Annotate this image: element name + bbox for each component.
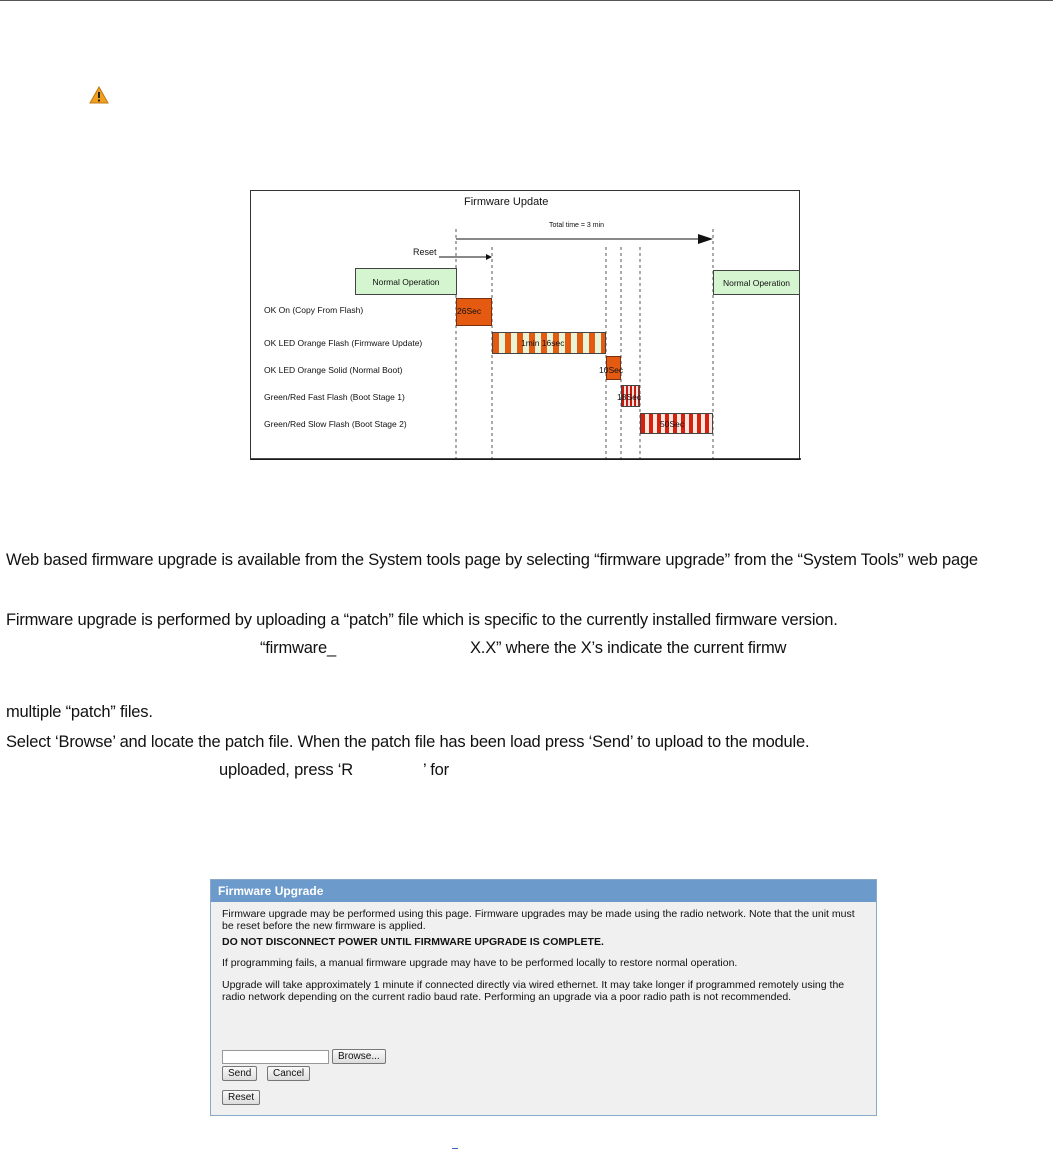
- cancel-button[interactable]: Cancel: [267, 1066, 310, 1081]
- browse-button[interactable]: Browse...: [332, 1049, 386, 1064]
- row-label: Green/Red Fast Flash (Boot Stage 1): [264, 392, 405, 402]
- fail-note: If programming fails, a manual firmware upgrade may have to be performed locally to restore normal operation.: [222, 957, 738, 969]
- normal-operation-after: Normal Operation: [713, 270, 800, 295]
- row-label: OK On (Copy From Flash): [264, 305, 364, 315]
- duration-label: 10Sec: [599, 365, 624, 375]
- text-fragment: “firmware_: [260, 639, 336, 657]
- top-rule: [0, 0, 1053, 1]
- reset-button[interactable]: Reset: [222, 1090, 260, 1105]
- normal-operation-before: Normal Operation: [355, 268, 457, 295]
- row-label: OK LED Orange Flash (Firmware Update): [264, 338, 423, 348]
- diagram-title: Firmware Update: [464, 196, 549, 208]
- row-label: OK LED Orange Solid (Normal Boot): [264, 365, 403, 375]
- firmware-upgrade-panel: [210, 879, 877, 1116]
- duration-label: 26Sec: [457, 306, 482, 316]
- paragraph-firmware-upgrade-location: Web based firmware upgrade is available from the System tools page by selecting “firmware upgrade” from the “System Tools” web page: [6, 551, 978, 569]
- duration-label: 50Sec: [660, 419, 685, 429]
- firmware-file-input[interactable]: [222, 1050, 329, 1064]
- caption-link-mark: [452, 1148, 458, 1149]
- text-fragment: ’ for: [423, 761, 449, 779]
- paragraph-multiple-patch: multiple “patch” files.: [6, 703, 153, 721]
- send-button[interactable]: Send: [222, 1066, 257, 1081]
- total-time-arrowhead: [698, 234, 713, 244]
- warning-triangle-icon: [89, 86, 109, 104]
- text-fragment: X.X” where the X’s indicate the current firmw: [470, 639, 787, 657]
- duration-label: 18Sec: [617, 392, 642, 402]
- power-warning: DO NOT DISCONNECT POWER UNTIL FIRMWARE UPGRADE IS COMPLETE.: [222, 936, 604, 948]
- firmware-update-timing-diagram: [250, 190, 800, 460]
- row-label: Green/Red Slow Flash (Boot Stage 2): [264, 419, 407, 429]
- total-time-label: Total time = 3 min: [549, 222, 605, 229]
- reset-label: Reset: [413, 247, 437, 257]
- text-fragment: uploaded, press ‘R: [219, 761, 353, 779]
- panel-title: Firmware Upgrade: [211, 880, 876, 902]
- duration-label: 1min 16sec: [521, 338, 565, 348]
- paragraph-patch-file: Firmware upgrade is performed by uploading a “patch” file which is specific to the currently installed firmware version.: [6, 611, 838, 629]
- panel-intro: Firmware upgrade may be performed using this page. Firmware upgrades may be made using the radio network. Note that the unit must be reset before the new firmware is applied.: [222, 908, 855, 932]
- duration-note: Upgrade will take approximately 1 minute if connected directly via wired ethernet. It may take longer if programmed remotely using the radio network depending on the current radio baud rate. Performing an upgrade via a poor radio path is not recommended.: [222, 979, 845, 1003]
- reset-arrowhead: [486, 254, 492, 260]
- paragraph-browse-send: Select ‘Browse’ and locate the patch file. When the patch file has been load press ‘Send’ to upload to the module.: [6, 733, 810, 751]
